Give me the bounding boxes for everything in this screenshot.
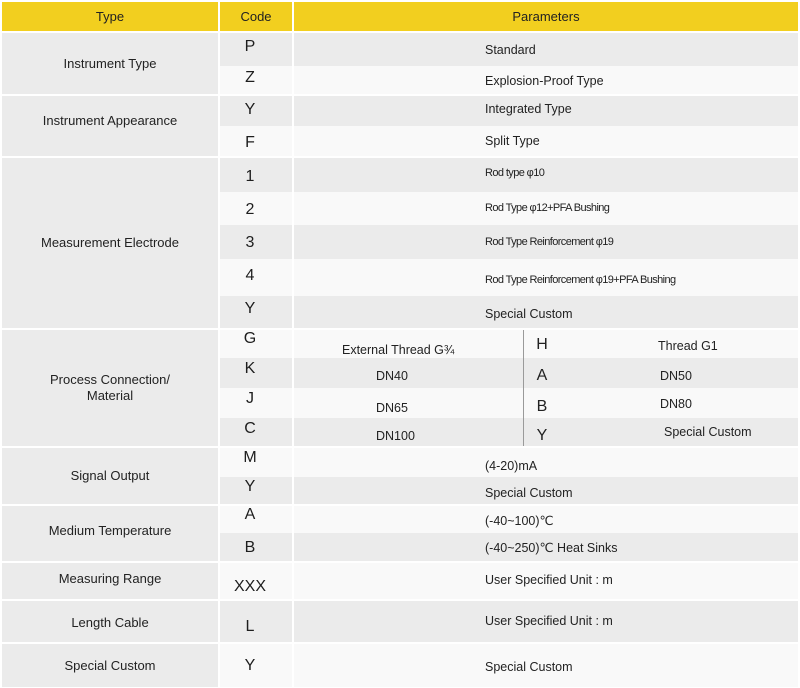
code-cell: 4	[245, 267, 255, 284]
param-cell: DN80	[660, 397, 692, 411]
header-parameters: Parameters	[294, 2, 798, 31]
column-divider	[292, 0, 294, 687]
type-special-custom: Special Custom	[64, 658, 156, 673]
type-instrument-type: Instrument Type	[63, 55, 157, 71]
code-cell: F	[245, 134, 255, 151]
code-cell: Y	[244, 300, 256, 317]
param-cell: Standard	[485, 43, 536, 57]
type-line: Material	[86, 388, 134, 403]
param-cell: Integrated Type	[485, 102, 572, 116]
param-cell: DN50	[660, 369, 692, 383]
code-cell: G	[243, 330, 257, 347]
param-cell: Rod Type Reinforcement φ19+PFA Bushing	[485, 274, 676, 286]
code-cell: P	[244, 38, 256, 55]
param-cell: Special Custom	[664, 425, 752, 439]
code-cell: A	[536, 367, 548, 384]
code-cell: 2	[245, 201, 255, 218]
type-length-cable: Length Cable	[71, 615, 149, 630]
header-code: Code	[220, 2, 292, 31]
param-cell: Explosion-Proof Type	[485, 74, 604, 88]
type-medium-temperature: Medium Temperature	[48, 523, 172, 538]
code-cell: M	[243, 449, 257, 466]
param-cell: Special Custom	[485, 307, 573, 321]
type-measuring-range: Measuring Range	[58, 571, 162, 586]
code-cell: 1	[245, 168, 255, 185]
row-divider	[0, 328, 800, 330]
param-cell: Thread G1	[658, 339, 718, 353]
param-cell: Rod Type φ12+PFA Bushing	[485, 202, 610, 214]
code-cell: Y	[244, 101, 256, 118]
param-cell: User Specified Unit : m	[485, 614, 613, 628]
code-cell: A	[244, 506, 256, 523]
code-cell: K	[244, 360, 256, 377]
param-cell: (4-20)mA	[485, 459, 538, 473]
param-cell: DN100	[376, 429, 415, 443]
param-cell: External Thread G¾	[342, 343, 455, 357]
code-cell: XXX	[233, 578, 266, 595]
code-cell: Y	[244, 478, 256, 495]
code-cell: H	[536, 336, 548, 353]
code-cell: Y	[536, 427, 548, 444]
param-cell: Special Custom	[485, 486, 573, 500]
code-cell: B	[536, 398, 548, 415]
code-cell: Y	[244, 657, 256, 674]
param-cell: Special Custom	[485, 660, 573, 674]
param-cell: (-40~250)℃ Heat Sinks	[485, 540, 618, 555]
type-measurement-electrode: Measurement Electrode	[40, 235, 179, 250]
param-cell: (-40~100)℃	[485, 513, 554, 528]
param-cell: User Specified Unit : m	[485, 573, 613, 587]
code-cell: J	[246, 390, 254, 407]
header-type: Type	[2, 2, 218, 31]
code-cell: Z	[245, 69, 255, 86]
code-cell: B	[244, 539, 256, 556]
type-signal-output: Signal Output	[70, 468, 150, 483]
param-cell: DN65	[376, 401, 408, 415]
code-cell: C	[244, 420, 256, 437]
code-cell: 3	[245, 234, 255, 251]
code-cell: L	[245, 618, 255, 635]
type-instrument-appearance: Instrument Appearance	[42, 113, 178, 128]
param-cell: Rod Type Reinforcement φ19	[485, 236, 614, 248]
param-cell: Rod type φ10	[485, 167, 545, 179]
type-process-connection	[2, 368, 218, 408]
param-cell: Split Type	[485, 134, 540, 148]
type-line: Process Connection/	[50, 372, 170, 387]
param-cell: DN40	[376, 369, 408, 383]
